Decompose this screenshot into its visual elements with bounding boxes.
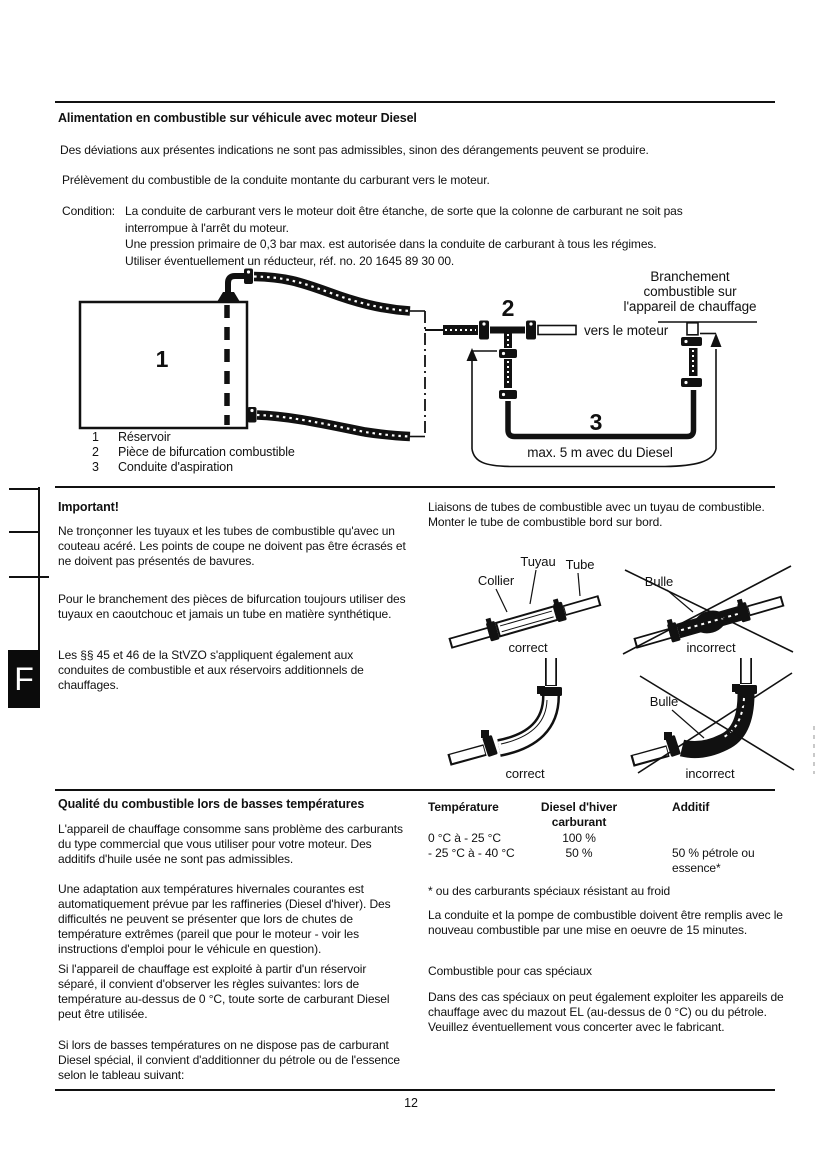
table-header-temperature: Température bbox=[428, 800, 499, 814]
table-header-additif: Additif bbox=[672, 800, 710, 814]
top-rule bbox=[55, 101, 775, 103]
tank-cap bbox=[217, 292, 240, 302]
condition-line: La conduite de carburant vers le moteur doit être étanche, de sorte que la colonne de carburant ne soit pas bbox=[125, 204, 683, 218]
engine-fuel-pipe bbox=[538, 326, 576, 335]
heater-stub bbox=[687, 323, 698, 335]
margin-tick bbox=[9, 488, 38, 490]
important-paragraph: Pour le branchement des pièces de bifurcation toujours utiliser des tuyaux en caoutchouc et jamais un tube en matière synthétique. bbox=[58, 592, 406, 621]
legend-item bbox=[92, 445, 295, 460]
hose-clamp-icon bbox=[540, 687, 562, 696]
quality-paragraph: Si l'appareil de chauffage est exploité à partir d'un réservoir séparé, il convient d'observer les règles suivantes: lors de température au-dessus de 0 °C, toute sorte de carburant Diesel peut être utilisée. bbox=[58, 962, 390, 1021]
diagram-legend bbox=[92, 430, 295, 475]
hose-joint-incorrect-illustration bbox=[611, 552, 803, 662]
table-header-diesel-2: carburant bbox=[551, 815, 607, 829]
legend-item bbox=[92, 460, 295, 475]
tank-outlet-elbow bbox=[228, 276, 244, 292]
arrow-up-icon bbox=[711, 333, 722, 347]
important-paragraph: Les §§ 45 et 46 de la StVZO s'appliquent également aux conduites de combustible et aux réservoirs additionnels de chauffages. bbox=[58, 648, 364, 692]
legend-number: 1 bbox=[92, 430, 99, 444]
suction-line bbox=[499, 349, 694, 437]
fuel-tank bbox=[80, 276, 247, 428]
footer-rule bbox=[55, 1089, 775, 1091]
page-number: 12 bbox=[404, 1096, 418, 1110]
special-fuel-paragraph: Dans des cas spéciaux on peut également exploiter les appareils de chauffage avec du mazout EL (au-dessus de 0 °C) ou du pétrole. Veuillez éventuellement vous concerter avec le fabricant. bbox=[428, 990, 784, 1034]
margin-tick bbox=[9, 576, 49, 578]
tuyau-label: Tuyau bbox=[520, 554, 556, 569]
heater-label: combustible sur bbox=[643, 284, 737, 299]
hose-clamp-icon bbox=[681, 378, 702, 387]
collier-label: Collier bbox=[477, 573, 515, 588]
table-cell-temp: 0 °C à - 25 °C bbox=[428, 831, 501, 845]
table-header-diesel: Diesel d'hiver bbox=[540, 800, 618, 814]
important-paragraph: Ne tronçonner les tuyaux et les tubes de combustible qu'avec un couteau acéré. Les points de coupe ne doivent pas être écrasés et ne doivent pas présentés de bavures. bbox=[58, 524, 406, 568]
suction-number-label: 3 bbox=[589, 409, 603, 435]
legend-label: Pièce de bifurcation combustible bbox=[118, 445, 295, 459]
heater-label: Branchement bbox=[650, 269, 730, 284]
bulle-label: Bulle bbox=[644, 574, 674, 589]
scan-artifact bbox=[813, 726, 815, 774]
max-length-label: max. 5 m avec du Diesel bbox=[527, 445, 673, 460]
condition-text bbox=[125, 203, 683, 269]
condition-line: Utiliser éventuellement un réducteur, réf. no. 20 1645 89 30 00. bbox=[125, 253, 455, 268]
to-engine-label: vers le moteur bbox=[584, 323, 669, 338]
hose-clamp-icon bbox=[735, 685, 757, 694]
correct-label: correct bbox=[505, 766, 545, 781]
hose-joint-intro: Liaisons de tubes de combustible avec un tuyau de combustible. Monter le tube de combustible bord sur bord. bbox=[428, 500, 765, 529]
table-footnote: * ou des carburants spéciaux résistant au froid bbox=[428, 884, 671, 898]
section-tab-letter: F bbox=[14, 661, 34, 697]
fill-procedure-paragraph: La conduite et la pompe de combustible doivent être remplis avec le nouveau combustible par une mise en oeuvre de 15 minutes. bbox=[428, 908, 783, 937]
margin-index-line bbox=[38, 487, 40, 650]
section-rule bbox=[55, 486, 775, 488]
important-heading: Important! bbox=[58, 500, 119, 514]
hose-clamp-icon bbox=[499, 390, 517, 399]
quality-paragraph: L'appareil de chauffage consomme sans problème des carburants du type commercial que vous utiliser pour votre moteur. Des additifs d'huile usée ne sont pas admissibles. bbox=[58, 822, 403, 866]
bulle-label: Bulle bbox=[649, 694, 679, 709]
legend-label: Conduite d'aspiration bbox=[118, 460, 233, 474]
legend-number: 2 bbox=[92, 445, 99, 459]
intro-paragraph-1: Des déviations aux présentes indications ne sont pas admissibles, sinon des dérangements peuvent se produire. bbox=[60, 143, 649, 157]
condition-line: Une pression primaire de 0,3 bar max. est autorisée dans la conduite de carburant à tous les régimes. bbox=[125, 237, 657, 251]
page-title: Alimentation en combustible sur véhicule avec moteur Diesel bbox=[58, 111, 417, 125]
hose-clamp-icon bbox=[681, 337, 702, 346]
fuel-table bbox=[428, 800, 790, 890]
hose-elbow-assembly bbox=[449, 658, 562, 760]
arrow-up-icon bbox=[467, 348, 478, 361]
hose-clamp-icon bbox=[499, 349, 517, 358]
special-fuel-heading: Combustible pour cas spéciaux bbox=[428, 964, 592, 978]
correct-label: correct bbox=[508, 640, 548, 655]
quality-paragraph: Si lors de basses températures on ne dispose pas de carburant Diesel spécial, il convient d'additionner du pétrole ou de l'essence selon le tableau suivant: bbox=[58, 1038, 400, 1082]
condition-label: Condition: bbox=[62, 204, 116, 218]
legend-item bbox=[92, 430, 295, 445]
section-rule bbox=[55, 789, 775, 791]
table-cell-diesel: 100 % bbox=[562, 831, 596, 845]
table-cell-diesel: 50 % bbox=[565, 846, 593, 860]
incorrect-label: incorrect bbox=[686, 640, 736, 655]
legend-number: 3 bbox=[92, 460, 99, 474]
bifurcation-number-label: 2 bbox=[501, 295, 515, 321]
quality-paragraph: Une adaptation aux températures hivernales courantes est automatiquement prévue par les raffineries (Diesel d'hiver). Des difficultés ne peuvent se présenter que lors de chutes de température extrêmes (pareil que pour le moteur - voir les instructions d'emploi pour le véhicule en question). bbox=[58, 882, 391, 956]
section-tab-f bbox=[8, 650, 40, 708]
hose-elbow-incorrect-illustration bbox=[612, 658, 804, 783]
tube-label: Tube bbox=[565, 557, 595, 572]
fuel-hose-top bbox=[244, 269, 425, 312]
table-cell-temp: - 25 °C à - 40 °C bbox=[428, 846, 515, 860]
heater-label: l'appareil de chauffage bbox=[623, 299, 757, 314]
incorrect-label: incorrect bbox=[685, 766, 735, 781]
table-cell-additif: 50 % pétrole ou essence* bbox=[672, 846, 755, 875]
condition-line: interrompue à l'arrêt du moteur. bbox=[125, 220, 289, 235]
legend-label: Réservoir bbox=[118, 430, 171, 444]
hose-joint-correct-illustration bbox=[428, 552, 613, 662]
quality-heading: Qualité du combustible lors de basses températures bbox=[58, 797, 365, 811]
intro-paragraph-2: Prélèvement du combustible de la conduite montante du carburant vers le moteur. bbox=[62, 173, 490, 187]
hose-elbow-correct-illustration bbox=[433, 658, 613, 783]
tank-number-label: 1 bbox=[155, 346, 169, 372]
margin-tick bbox=[9, 531, 38, 533]
